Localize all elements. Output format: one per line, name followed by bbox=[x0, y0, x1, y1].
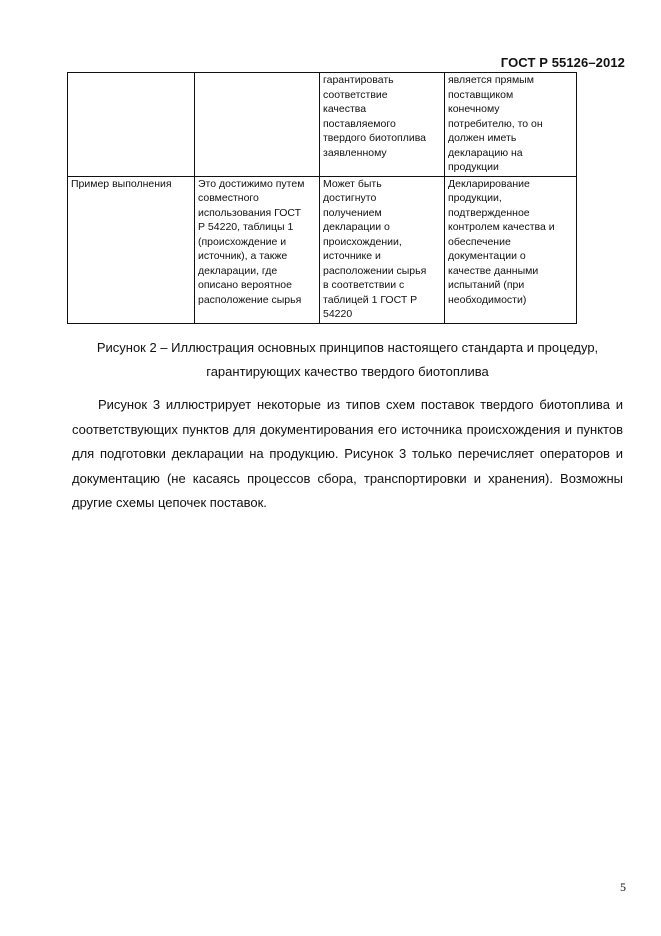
table-cell bbox=[68, 73, 195, 177]
figure-caption bbox=[60, 336, 635, 384]
table-cell bbox=[195, 73, 320, 177]
body-paragraph: Рисунок 3 иллюстрирует некоторые из типов схем поставок твердого биотоплива и соответствующих пунктов для документирования его источника происхождения и пунктов для подготовки декларации на продукцию. Рисунок 3 только перечисляет операторов и документацию (не касаясь процессов сбора, транспортировки и хранения). Возможны другие схемы цепочек поставок. bbox=[72, 397, 623, 510]
figure-caption-line-2: гарантирующих качество твердого биотоплива bbox=[206, 364, 489, 379]
table-cell: является прямым поставщиком конечному потребителю, то он должен иметь декларацию на продукции bbox=[445, 73, 577, 177]
table-row bbox=[68, 73, 577, 177]
table-row-label: Пример выполнения bbox=[68, 176, 195, 323]
document-code-header: ГОСТ Р 55126–2012 bbox=[500, 55, 625, 70]
table-cell: гарантировать соответствие качества поставляемого твердого биотоплива заявленному bbox=[320, 73, 445, 177]
table-cell: Декларирование продукции, подтвержденное контролем качества и обеспечение документации о качестве данными испытаний (при необходимости) bbox=[445, 176, 577, 323]
table-row bbox=[68, 176, 577, 323]
table-cell: Это достижимо путем совместного использования ГОСТ Р 54220, таблицы 1 (происхождение и источник), а также декларации, где описано вероятное расположение сырья bbox=[195, 176, 320, 323]
principles-table bbox=[67, 72, 577, 324]
figure-caption-line-1: Рисунок 2 – Иллюстрация основных принципов настоящего стандарта и процедур, bbox=[96, 340, 599, 355]
table-cell: Может быть достигнуто получением декларации о происхождении, источнике и расположении сырья в соответствии с таблицей 1 ГОСТ Р 54220 bbox=[320, 176, 445, 323]
page-number: 5 bbox=[620, 880, 626, 894]
